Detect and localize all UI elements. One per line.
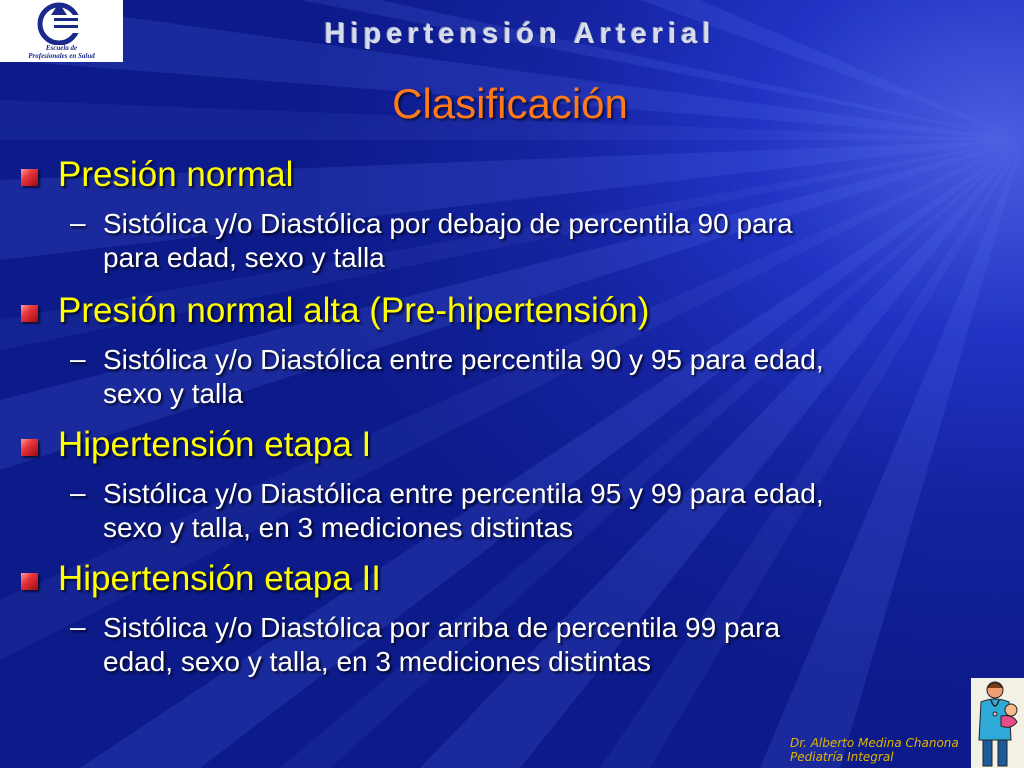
description-line: para edad, sexo y talla <box>103 242 385 273</box>
item-label: Hipertensión etapa I <box>58 425 372 464</box>
item-description <box>103 477 983 545</box>
slide-title: Clasificación <box>392 80 628 127</box>
description-line: Sistólica y/o Diastólica entre percentila 95 y 99 para edad, <box>103 478 824 509</box>
author-footer <box>790 736 959 764</box>
dash-icon: – <box>70 207 86 238</box>
bullet-icon <box>21 305 38 322</box>
dash-icon: – <box>70 343 86 374</box>
dash-icon: – <box>70 477 86 508</box>
dash-icon: – <box>70 611 86 642</box>
description-line: Sistólica y/o Diastólica por debajo de percentila 90 para <box>103 208 793 239</box>
bullet-icon <box>21 439 38 456</box>
doctor-clipart <box>971 678 1024 768</box>
item-description <box>103 343 983 411</box>
author-name: Dr. Alberto Medina Chanona <box>790 736 959 750</box>
item-label: Presión normal alta (Pre-hipertensión) <box>58 291 650 330</box>
item-label: Presión normal <box>58 155 294 194</box>
description-line: sexo y talla <box>103 378 244 409</box>
bullet-icon <box>21 573 38 590</box>
school-logo <box>0 0 123 62</box>
logo-text-line1: Escuela de <box>45 44 78 52</box>
author-specialty: Pediatría Integral <box>790 750 894 764</box>
slide-header-title: Hipertensión Arterial <box>324 18 716 50</box>
description-line: edad, sexo y talla, en 3 mediciones distintas <box>103 646 651 677</box>
doctor-with-baby-clipart-icon <box>971 678 1024 768</box>
item-description <box>103 207 983 275</box>
logo-text-line2: Profesionales en Salud <box>28 52 95 60</box>
item-label: Hipertensión etapa II <box>58 559 381 598</box>
description-line: Sistólica y/o Diastólica por arriba de percentila 99 para <box>103 612 781 643</box>
item-description <box>103 611 983 679</box>
description-line: sexo y talla, en 3 mediciones distintas <box>103 512 574 543</box>
description-line: Sistólica y/o Diastólica entre percentila 90 y 95 para edad, <box>103 344 824 375</box>
school-logo-icon <box>34 1 88 45</box>
bullet-icon <box>21 169 38 186</box>
